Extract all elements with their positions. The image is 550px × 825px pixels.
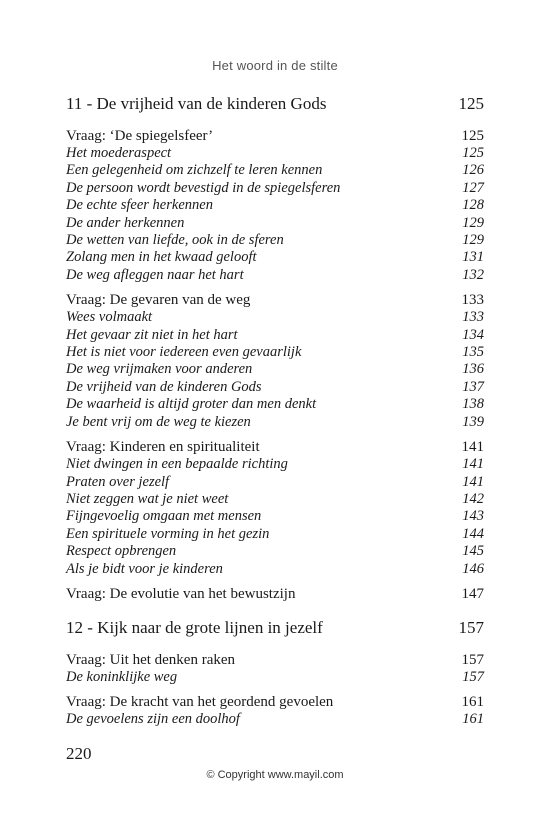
spacer — [66, 115, 484, 127]
toc-page-number: 137 — [462, 378, 484, 395]
toc-entry-row — [66, 543, 484, 560]
toc-entry-row — [66, 197, 484, 214]
toc-title: Een gelegenheid om zichzelf te leren kennen — [66, 162, 323, 179]
toc-page-number: 133 — [462, 309, 484, 326]
toc-question-row — [66, 438, 484, 456]
toc-page-number: 157 — [461, 651, 484, 668]
toc-page-number: 145 — [462, 543, 484, 560]
toc-title: De weg afleggen naar het hart — [66, 266, 244, 283]
toc-title: De ander herkennen — [66, 214, 185, 231]
toc-page-number: 143 — [462, 508, 484, 525]
toc-page-number: 134 — [462, 326, 484, 343]
toc-page-number: 125 — [461, 128, 484, 144]
toc-page-number: 146 — [462, 560, 484, 577]
toc-page-number: 125 — [458, 94, 484, 113]
toc-title: Vraag: De gevaren van de weg — [66, 292, 251, 309]
toc-page-number: 139 — [462, 413, 484, 430]
toc-page-number: 125 — [462, 145, 484, 161]
toc-entry-row — [66, 396, 484, 413]
toc-page-number: 132 — [462, 266, 484, 283]
toc-page-number: 127 — [462, 179, 484, 196]
toc-page-number: 147 — [461, 585, 484, 602]
toc-title: De gevoelens zijn een doolhof — [66, 711, 240, 728]
spacer — [66, 284, 484, 291]
toc-title: Het is niet voor iedereen even gevaarlijk — [66, 344, 302, 361]
toc-entry-row — [66, 711, 484, 728]
toc-entry-row — [66, 344, 484, 361]
toc-entry-row — [66, 267, 484, 284]
copyright-notice: © Copyright www.mayil.com — [206, 769, 344, 781]
toc-entry-row — [66, 414, 484, 431]
toc-title: Zolang men in het kwaad gelooft — [66, 249, 257, 266]
toc-page-number: 129 — [462, 214, 484, 231]
spacer — [66, 686, 484, 693]
toc-entry-row — [66, 327, 484, 344]
toc-title: Vraag: Uit het denken raken — [66, 651, 236, 668]
toc-title: De koninklijke weg — [66, 668, 178, 685]
toc-question-row — [66, 127, 484, 145]
toc-page-number: 131 — [462, 249, 484, 266]
toc-page-number: 129 — [462, 232, 484, 249]
toc-entry-row — [66, 232, 484, 249]
toc-question-row — [66, 651, 484, 669]
toc-title: Respect opbrengen — [66, 543, 177, 560]
toc-title: Vraag: ‘De spiegelsfeer’ — [66, 128, 214, 144]
toc-page-number: 126 — [462, 162, 484, 179]
toc-page-number: 135 — [462, 344, 484, 361]
spacer — [66, 578, 484, 585]
running-header: Het woord in de stilte — [212, 58, 338, 73]
toc-entry-row — [66, 474, 484, 491]
toc-page-number: 141 — [462, 456, 484, 473]
toc-title: Fijngevoelig omgaan met mensen — [66, 508, 262, 525]
toc-question-row — [66, 585, 484, 603]
toc-question-row — [66, 291, 484, 309]
toc-title: Vraag: De evolutie van het bewustzijn — [66, 585, 296, 602]
toc-title: Praten over jezelf — [66, 473, 170, 490]
toc-title: Het moederaspect — [66, 145, 172, 161]
toc-entry-row — [66, 456, 484, 473]
toc-title: De wetten van liefde, ook in de sferen — [66, 232, 284, 249]
toc-entry-row — [66, 309, 484, 326]
table-of-contents — [66, 93, 484, 729]
toc-page-number: 141 — [461, 439, 484, 456]
toc-chapter-row — [66, 93, 484, 115]
toc-page-number: 141 — [462, 473, 484, 490]
toc-page-number: 157 — [458, 617, 484, 637]
toc-entry-row — [66, 361, 484, 378]
spacer — [66, 603, 484, 617]
toc-title: De vrijheid van de kinderen Gods — [66, 378, 262, 395]
toc-title: 11 - De vrijheid van de kinderen Gods — [66, 94, 327, 113]
toc-title: Niet dwingen in een bepaalde richting — [66, 456, 288, 473]
toc-entry-row — [66, 491, 484, 508]
toc-title: Niet zeggen wat je niet weet — [66, 490, 229, 507]
toc-title: De weg vrijmaken voor anderen — [66, 361, 253, 378]
page-number: 220 — [66, 744, 92, 763]
toc-page-number: 144 — [462, 525, 484, 542]
toc-title: Een spirituele vorming in het gezin — [66, 525, 270, 542]
toc-page-number: 138 — [462, 396, 484, 413]
toc-title: De waarheid is altijd groter dan men denkt — [66, 396, 317, 413]
toc-page-number: 133 — [461, 292, 484, 309]
toc-title: De echte sfeer herkennen — [66, 197, 213, 214]
toc-title: De persoon wordt bevestigd in de spiegelsferen — [66, 179, 341, 196]
toc-entry-row — [66, 669, 484, 686]
toc-title: 12 - Kijk naar de grote lijnen in jezelf — [66, 617, 323, 637]
toc-title: Vraag: De kracht van het geordend gevoelen — [66, 694, 334, 711]
toc-entry-row — [66, 145, 484, 162]
toc-entry-row — [66, 162, 484, 179]
toc-chapter-row — [66, 617, 484, 639]
toc-question-row — [66, 693, 484, 711]
toc-title: Wees volmaakt — [66, 309, 153, 326]
toc-title: Je bent vrij om de weg te kiezen — [66, 413, 251, 430]
toc-page-number: 142 — [462, 490, 484, 507]
toc-entry-row — [66, 249, 484, 266]
toc-entry-row — [66, 180, 484, 197]
toc-entry-row — [66, 379, 484, 396]
toc-page-number: 136 — [462, 361, 484, 378]
toc-entry-row — [66, 215, 484, 232]
toc-entry-row — [66, 526, 484, 543]
toc-title: Het gevaar zit niet in het hart — [66, 326, 238, 343]
toc-title: Als je bidt voor je kinderen — [66, 560, 223, 577]
spacer — [66, 431, 484, 438]
toc-page-number: 161 — [462, 711, 484, 728]
toc-entry-row — [66, 561, 484, 578]
toc-page-number: 157 — [462, 668, 484, 685]
toc-page-number: 128 — [462, 197, 484, 214]
toc-title: Vraag: Kinderen en spiritualiteit — [66, 439, 260, 456]
toc-entry-row — [66, 508, 484, 525]
spacer — [66, 639, 484, 651]
toc-page-number: 161 — [461, 694, 484, 711]
